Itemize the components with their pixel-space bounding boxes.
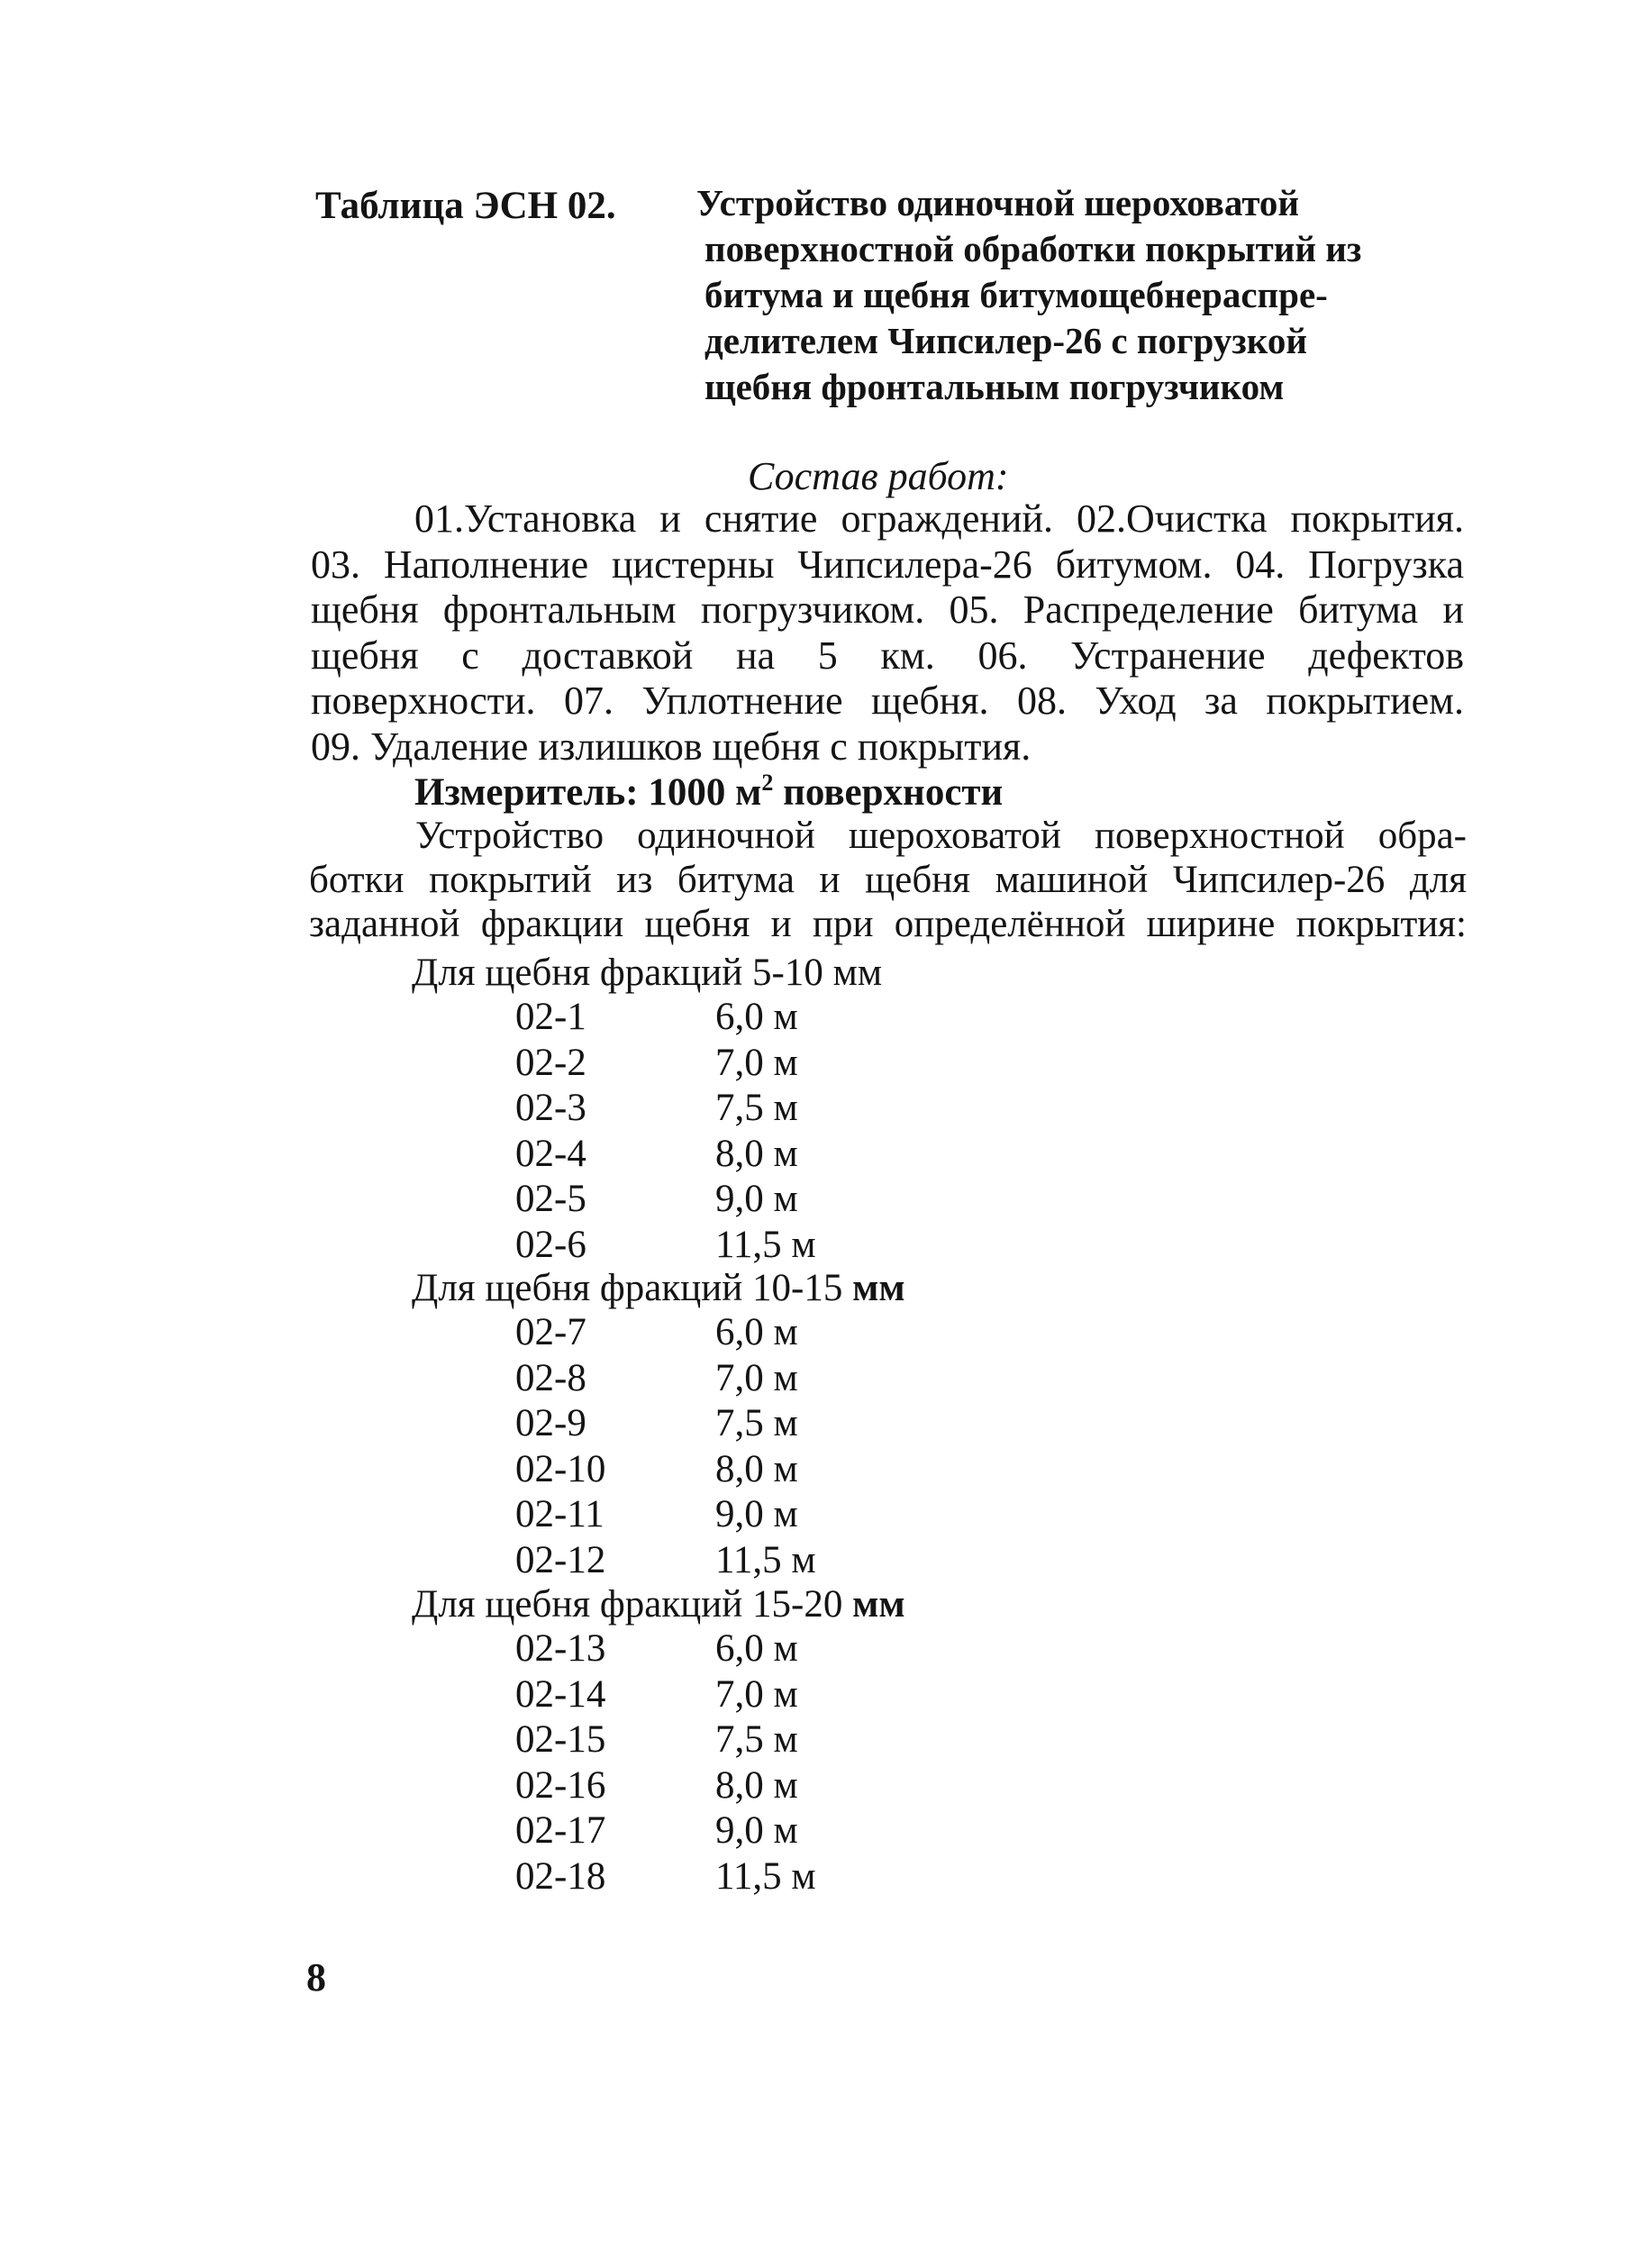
norm-code: 02-5: [515, 1178, 586, 1220]
norm-width: 7,0 м: [715, 1672, 798, 1716]
norm-code: 02-13: [515, 1627, 606, 1670]
work-line: поверхности. 07. Уплотнение щебня. 08. Уход за покрытием.: [311, 679, 1464, 723]
norm-row: [515, 1310, 895, 1356]
norm-row: [515, 1223, 895, 1269]
group-label-main: Для щебня фракций 15-20: [412, 1583, 853, 1626]
norm-width: 6,0 м: [715, 996, 798, 1038]
norm-width: 7,0 м: [715, 1356, 798, 1399]
norm-row: [515, 1447, 895, 1493]
norm-width: 11,5 м: [715, 1223, 816, 1266]
norm-row: [515, 1854, 895, 1900]
norm-code: 02-4: [515, 1132, 586, 1175]
norm-code: 02-14: [515, 1672, 606, 1716]
norm-code: 02-8: [515, 1356, 586, 1399]
work-composition-text: [311, 496, 1464, 770]
norm-width: 7,0 м: [715, 1041, 798, 1084]
fraction-group-label: [412, 951, 882, 996]
norm-width: 11,5 м: [715, 1854, 816, 1898]
norm-code: 02-17: [515, 1809, 606, 1852]
norm-row: [515, 1538, 895, 1584]
norm-width: 6,0 м: [715, 1627, 798, 1670]
norm-row: [515, 1763, 895, 1809]
description: [309, 814, 1467, 946]
norm-width: 8,0 м: [715, 1447, 798, 1490]
norm-row: [515, 1041, 895, 1087]
work-line: щебня с доставкой на 5 км. 06. Устранение дефектов: [311, 633, 1464, 678]
norm-width: 6,0 м: [715, 1311, 798, 1353]
table-title: [696, 180, 1453, 410]
norm-code: 02-12: [515, 1538, 606, 1581]
measure-superscript: 2: [761, 770, 774, 796]
norm-code: 02-7: [515, 1311, 586, 1353]
work-line: 03. Наполнение цистерны Чипсилера-26 битумом. 04. Погрузка: [311, 542, 1464, 587]
description-line: Устройство одиночной шероховатой поверхностной обра-: [415, 815, 1467, 857]
norm-width: 7,5 м: [715, 1402, 798, 1444]
norm-row: [515, 1401, 895, 1447]
norm-width: 9,0 м: [715, 1493, 798, 1535]
work-line: 09. Удаление излишков щебня с покрытия.: [311, 724, 1032, 769]
group-label-unit: мм: [852, 1267, 905, 1309]
norm-width: 8,0 м: [715, 1132, 798, 1175]
table-label: Таблица ЭСН 02.: [315, 185, 616, 227]
group-label-unit: мм: [852, 1583, 905, 1626]
norm-code: 02-9: [515, 1402, 586, 1444]
title-line: делителем Чипсилер-26 с погрузкой: [704, 320, 1307, 361]
title-line: Устройство одиночной шероховатой: [696, 182, 1300, 223]
norm-code: 02-11: [515, 1493, 604, 1535]
work-line: щебня фронтальным погрузчиком. 05. Распределение битума и: [311, 587, 1464, 632]
norm-code: 02-16: [515, 1763, 606, 1807]
norm-width: 7,5 м: [715, 1087, 798, 1129]
norm-width: 9,0 м: [715, 1178, 798, 1220]
norm-code: 02-1: [515, 996, 586, 1038]
norm-code: 02-15: [515, 1718, 606, 1761]
norm-width: 11,5 м: [715, 1538, 816, 1581]
norm-code: 02-6: [515, 1223, 586, 1266]
norm-row: [515, 1356, 895, 1402]
norm-code: 02-18: [515, 1854, 606, 1898]
norm-row: [515, 1132, 895, 1178]
norm-code: 02-10: [515, 1447, 606, 1490]
description-line: ботки покрытий из битума и щебня машиной Чипсилер-26 для: [309, 859, 1467, 901]
measurement-unit: [414, 770, 1003, 815]
norm-row: [515, 1672, 895, 1718]
norm-row: [515, 1626, 895, 1672]
title-line: поверхностной обработки покрытий из: [704, 228, 1362, 269]
group-label-unit: мм: [832, 952, 883, 994]
title-line: битума и щебня битумощебнераспре-: [704, 274, 1328, 315]
description-line: заданной фракции щебня и при определённой ширине покрытия:: [309, 903, 1467, 945]
page-number: 8: [306, 1955, 326, 1999]
fraction-group-label: [412, 1266, 905, 1311]
measure-suffix: поверхности: [773, 771, 1004, 814]
fraction-group-rows: [515, 1310, 895, 1583]
title-line: щебня фронтальным погрузчиком: [704, 366, 1285, 407]
norm-row: [515, 1177, 895, 1223]
norm-width: 9,0 м: [715, 1809, 798, 1852]
group-label-main: Для щебня фракций 5-10: [412, 952, 833, 994]
norm-width: 7,5 м: [715, 1718, 798, 1761]
fraction-group-rows: [515, 995, 895, 1268]
fraction-group-rows: [515, 1626, 895, 1899]
work-line: 01.Установка и снятие ограждений. 02.Очистка покрытия.: [414, 496, 1464, 541]
work-composition-heading: Состав работ:: [748, 454, 1009, 498]
norm-row: [515, 1492, 895, 1538]
norm-row: [515, 1717, 895, 1763]
norm-width: 8,0 м: [715, 1763, 798, 1807]
norm-code: 02-2: [515, 1041, 586, 1084]
norm-row: [515, 995, 895, 1041]
norm-row: [515, 1808, 895, 1854]
norm-row: [515, 1086, 895, 1132]
group-label-main: Для щебня фракций 10-15: [412, 1267, 853, 1309]
fraction-group-label: [412, 1582, 905, 1627]
measure-prefix: Измеритель: 1000 м: [414, 771, 762, 814]
norm-code: 02-3: [515, 1087, 586, 1129]
